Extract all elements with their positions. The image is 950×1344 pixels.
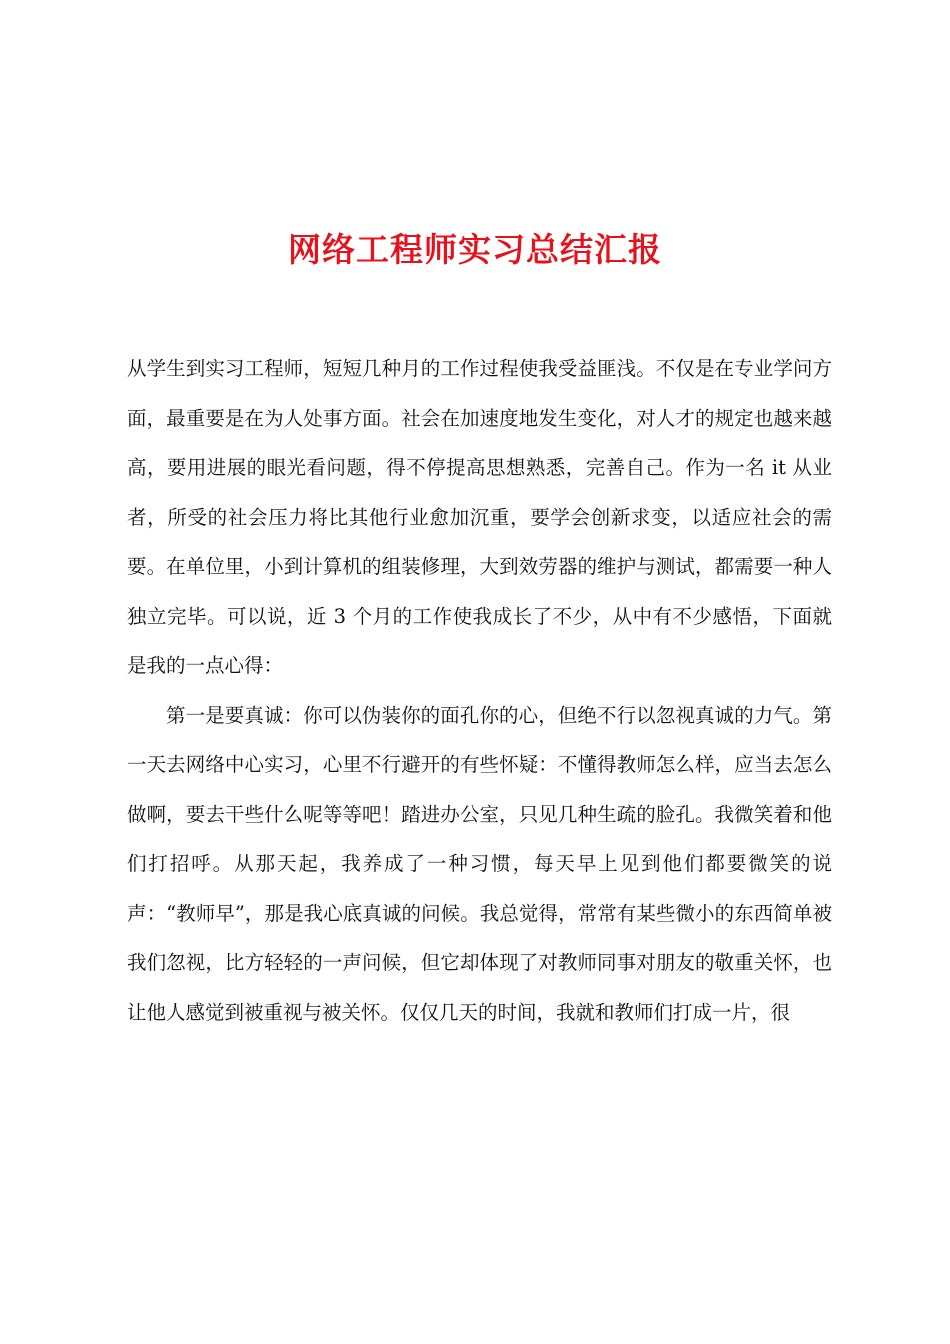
paragraph-sincerity: 第一是要真诚：你可以伪装你的面孔你的心，但绝不行以忽视真诚的力气。第一天去网络中心实习，心里不行避开的有些怀疑：不懂得教师怎么样，应当去怎么做啊，要去干些什么呢等等吧！踏进办公室，只见几种生疏的脸孔。我微笑着和他们打招呼。从那天起，我养成了一种习惯，每天早上见到他们都要微笑的说声：“教师早”，那是我心底真诚的问候。我总觉得，常常有某些微小的东西简单被我们忽视，比方轻轻的一声问候，但它却体现了对教师同事对朋友的敬重关怀，也让他人感觉到被重视与被关怀。仅仅几天的时间，我就和教师们打成一片，很 bbox=[127, 703, 832, 1024]
document-body bbox=[127, 344, 832, 1037]
document-title: 网络工程师实习总结汇报 bbox=[288, 230, 662, 270]
paragraph-intro: 从学生到实习工程师，短短几种月的工作过程使我受益匪浅。不仅是在专业学问方面，最重要是在为人处事方面。社会在加速度地发生变化，对人才的规定也越来越高，要用进展的眼光看问题，得不停提高思想熟悉，完善自己。作为一名 it 从业者，所受的社会压力将比其他行业愈加沉重，要学会创新求变，以适应社会的需要。在单位里，小到计算机的组装修理，大到效劳器的维护与测试，都需要一种人独立完毕。可以说，近 3 个月的工作使我成长了不少，从中有不少感悟，下面就是我的一点心得： bbox=[127, 357, 832, 677]
